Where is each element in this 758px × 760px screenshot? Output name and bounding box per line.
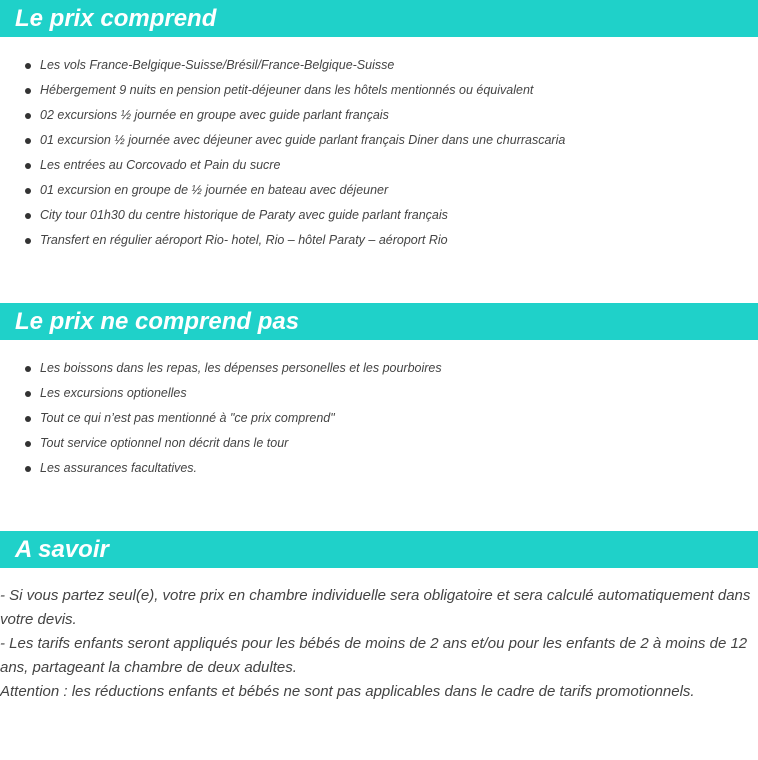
list-item-text: Les vols France-Belgique-Suisse/Brésil/France-Belgique-Suisse xyxy=(40,58,395,72)
bullet-icon xyxy=(25,391,31,397)
includes-header: Le prix comprend xyxy=(0,0,758,37)
list-item xyxy=(0,178,758,203)
bullet-icon xyxy=(25,63,31,69)
list-item-text: Les entrées au Corcovado et Pain du sucre xyxy=(40,158,281,172)
list-item xyxy=(0,381,758,406)
excludes-list xyxy=(0,356,758,481)
list-item-text: Les boissons dans les repas, les dépenses personelles et les pourboires xyxy=(40,361,442,375)
list-item-text: Tout service optionnel non décrit dans le tour xyxy=(40,436,289,450)
bullet-icon xyxy=(25,366,31,372)
list-item-text: 02 excursions ½ journée en groupe avec guide parlant français xyxy=(40,108,389,122)
list-item-text: Hébergement 9 nuits en pension petit-déjeuner dans les hôtels mentionnés ou équivalent xyxy=(40,83,534,97)
list-item xyxy=(0,228,758,253)
excludes-header: Le prix ne comprend pas xyxy=(0,303,758,340)
bullet-icon xyxy=(25,138,31,144)
list-item xyxy=(0,153,758,178)
list-item-text: City tour 01h30 du centre historique de Paraty avec guide parlant français xyxy=(40,208,448,222)
info-paragraph: Attention : les réductions enfants et bébés ne sont pas applicables dans le cadre de tarifs promotionnels. xyxy=(0,683,695,700)
bullet-icon xyxy=(25,416,31,422)
list-item-text: Tout ce qui n’est pas mentionné à "ce prix comprend" xyxy=(40,411,335,425)
list-item xyxy=(0,431,758,456)
list-item xyxy=(0,406,758,431)
bullet-icon xyxy=(25,88,31,94)
list-item-text: Transfert en régulier aéroport Rio- hotel, Rio – hôtel Paraty – aéroport Rio xyxy=(40,233,448,247)
info-body xyxy=(0,584,752,704)
list-item-text: Les excursions optionelles xyxy=(40,386,187,400)
list-item xyxy=(0,78,758,103)
bullet-icon xyxy=(25,213,31,219)
info-paragraph: - Les tarifs enfants seront appliqués pour les bébés de moins de 2 ans et/ou pour les enfants de 2 à moins de 12 ans, partageant la chambre de deux adultes. xyxy=(0,635,748,676)
bullet-icon xyxy=(25,113,31,119)
bullet-icon xyxy=(25,238,31,244)
includes-list xyxy=(0,53,758,253)
list-item xyxy=(0,456,758,481)
list-item-text: 01 excursion en groupe de ½ journée en bateau avec déjeuner xyxy=(40,183,389,197)
bullet-icon xyxy=(25,188,31,194)
list-item-text: Les assurances facultatives. xyxy=(40,461,198,475)
list-item xyxy=(0,103,758,128)
list-item xyxy=(0,53,758,78)
bullet-icon xyxy=(25,466,31,472)
bullet-icon xyxy=(25,441,31,447)
list-item xyxy=(0,128,758,153)
list-item xyxy=(0,356,758,381)
bullet-icon xyxy=(25,163,31,169)
list-item-text: 01 excursion ½ journée avec déjeuner avec guide parlant français Diner dans une churrascaria xyxy=(40,133,566,147)
list-item xyxy=(0,203,758,228)
info-header: A savoir xyxy=(0,531,758,568)
info-paragraph: - Si vous partez seul(e), votre prix en chambre individuelle sera obligatoire et sera calculé automatiquement dans votre devis. xyxy=(0,587,751,628)
